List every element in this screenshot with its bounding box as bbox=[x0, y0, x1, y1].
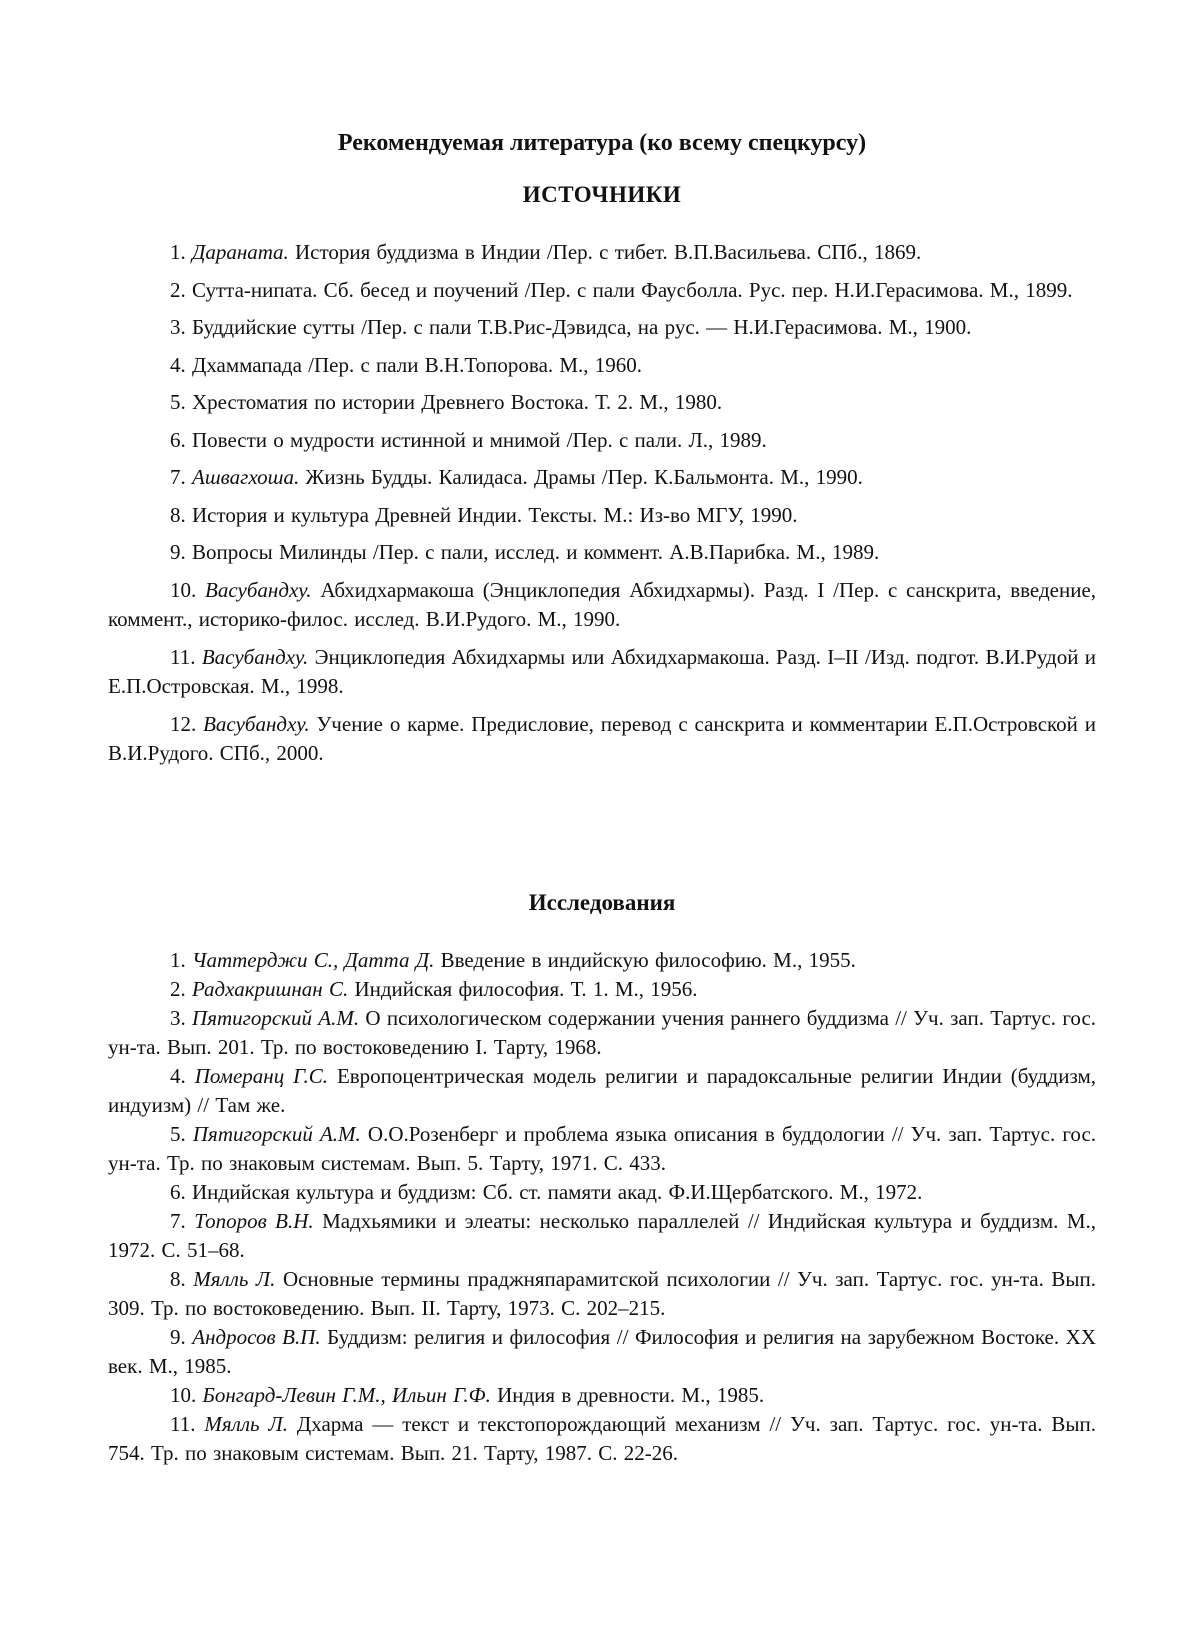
studies-entry bbox=[108, 1178, 1096, 1207]
entry-text: Буддийские сутты /Пер. с пали Т.В.Рис-Дэвидса, на рус. — Н.И.Герасимова. М., 1900. bbox=[192, 315, 972, 339]
sources-entry bbox=[108, 463, 1096, 493]
entry-number: 12. bbox=[170, 711, 197, 736]
entry-author: Мялль Л. bbox=[204, 1412, 288, 1436]
sources-entry bbox=[108, 388, 1096, 418]
sources-entry bbox=[108, 313, 1096, 343]
entry-text: Основные термины праджняпарамитской психологии // Уч. зап. Тартус. гос. ун-та. Вып. 309. Тр. по востоковедению. Вып. II. Тарту, 1973. С. 202–215. bbox=[108, 1267, 1097, 1320]
sources-entry bbox=[108, 538, 1096, 568]
entry-author: Мялль Л. bbox=[193, 1267, 276, 1291]
entry-author: Васубандху. bbox=[205, 577, 312, 602]
entry-text: Жизнь Будды. Калидаса. Драмы /Пер. К.Бальмонта. М., 1990. bbox=[305, 465, 863, 489]
entry-text: Энциклопедия Абхидхармы или Абхидхармакоша. Разд. I–II /Изд. подгот. В.И.Рудой и Е.П.Островская. М., 1998. bbox=[108, 644, 1096, 698]
entry-text: Хрестоматия по истории Древнего Востока. Т. 2. М., 1980. bbox=[192, 390, 723, 414]
entry-number: 1. bbox=[170, 948, 186, 972]
entry-number: 10. bbox=[170, 577, 197, 602]
entry-author: Чаттерджи С., Датта Д. bbox=[192, 948, 435, 972]
entry-author: Андросов В.П. bbox=[192, 1325, 321, 1349]
entry-text: Введение в индийскую философию. М., 1955. bbox=[440, 948, 856, 972]
studies-entry bbox=[108, 1410, 1096, 1468]
entry-text: История буддизма в Индии /Пер. с тибет. В.П.Васильева. СПб., 1869. bbox=[294, 240, 922, 264]
entry-author: Радхакришнан С. bbox=[192, 977, 349, 1001]
studies-entry bbox=[108, 1120, 1096, 1178]
entry-text: Повести о мудрости истинной и мнимой /Пер. с пали. Л., 1989. bbox=[192, 427, 767, 452]
entry-author: Пятигорский А.М. bbox=[192, 1006, 360, 1030]
studies-entry bbox=[108, 1265, 1096, 1323]
entry-number: 4. bbox=[170, 352, 186, 377]
studies-list bbox=[108, 946, 1096, 1468]
entry-number: 2. bbox=[170, 277, 186, 302]
studies-entry bbox=[108, 1323, 1096, 1381]
entry-author: Васубандху. bbox=[201, 644, 309, 669]
sources-entry bbox=[108, 351, 1096, 381]
entry-text: Индия в древности. М., 1985. bbox=[497, 1383, 765, 1407]
entry-text: Учение о карме. Предисловие, перевод с санскрита и комментарии Е.П.Островской и В.И.Рудого. СПб., 2000. bbox=[108, 711, 1097, 765]
entry-text: История и культура Древней Индии. Тексты. М.: Из-во МГУ, 1990. bbox=[192, 502, 798, 527]
entry-number: 9. bbox=[170, 540, 186, 564]
entry-number: 6. bbox=[170, 1180, 186, 1204]
studies-entry bbox=[108, 1004, 1096, 1062]
entry-text: Вопросы Милинды /Пер. с пали, исслед. и коммент. А.В.Парибка. М., 1989. bbox=[192, 540, 880, 564]
entry-author: Васубандху. bbox=[203, 711, 310, 736]
entry-number: 7. bbox=[170, 465, 186, 489]
entry-number: 7. bbox=[170, 1209, 186, 1233]
entry-author: Ашвагхоша. bbox=[192, 465, 300, 489]
entry-number: 3. bbox=[170, 1006, 186, 1030]
entry-number: 6. bbox=[170, 427, 186, 452]
entry-text: О.О.Розенберг и проблема языка описания в буддологии // Уч. зап. Тартус. гос. ун-та. Тр. по знаковым системам. Вып. 5. Тарту, 1971. С. 433. bbox=[108, 1122, 1097, 1175]
sources-entry bbox=[108, 238, 1096, 268]
entry-text: Дхаммапада /Пер. с пали В.Н.Топорова. М., 1960. bbox=[192, 352, 643, 377]
studies-entry bbox=[108, 1207, 1096, 1265]
entry-number: 5. bbox=[170, 390, 186, 414]
sources-list bbox=[108, 238, 1096, 777]
sources-entry bbox=[108, 710, 1096, 769]
entry-number: 11. bbox=[170, 644, 196, 669]
studies-entry bbox=[108, 946, 1096, 975]
sources-entry bbox=[108, 426, 1096, 456]
entry-number: 3. bbox=[170, 315, 186, 339]
entry-number: 4. bbox=[170, 1064, 186, 1088]
sources-heading: ИСТОЧНИКИ bbox=[522, 182, 682, 207]
studies-entry bbox=[108, 1381, 1096, 1410]
entry-author: Пятигорский А.М. bbox=[192, 1122, 361, 1146]
studies-entry bbox=[108, 975, 1096, 1004]
entry-text: Европоцентрическая модель религии и парадоксальные религии Индии (буддизм, индуизм) // Там же. bbox=[108, 1064, 1097, 1117]
entry-number: 8. bbox=[170, 1267, 186, 1291]
sources-entry bbox=[108, 276, 1096, 306]
entry-number: 11. bbox=[170, 1412, 196, 1436]
entry-text: Абхидхармакоша (Энциклопедия Абхидхармы). Разд. I /Пер. с санскрита, введение, коммент., историко-филос. исслед. В.И.Рудого. М., 1990. bbox=[108, 577, 1097, 631]
entry-text: Мадхьямики и элеаты: несколько параллелей // Индийская культура и буддизм. М., 1972. С. 51–68. bbox=[108, 1209, 1097, 1262]
entry-author: Померанц Г.С. bbox=[194, 1064, 328, 1088]
entry-number: 9. bbox=[170, 1325, 186, 1349]
studies-entry bbox=[108, 1062, 1096, 1120]
entry-text: Буддизм: религия и философия // Философия и религия на зарубежном Востоке. XX век. М., 1985. bbox=[108, 1325, 1096, 1378]
sources-entry bbox=[108, 643, 1096, 702]
entry-text: Индийская культура и буддизм: Сб. ст. памяти акад. Ф.И.Щербатского. М., 1972. bbox=[192, 1180, 923, 1204]
entry-number: 5. bbox=[170, 1122, 186, 1146]
entry-author: Даранатa. bbox=[192, 240, 289, 264]
page-title: Рекомендуемая литература (ко всему спецкурсу) bbox=[337, 130, 867, 156]
entry-text: Индийская философия. Т. 1. М., 1956. bbox=[354, 977, 698, 1001]
studies-heading: Исследования bbox=[528, 890, 676, 915]
entry-number: 1. bbox=[170, 240, 186, 264]
entry-number: 8. bbox=[170, 502, 186, 527]
sources-entry bbox=[108, 501, 1096, 531]
entry-text: О психологическом содержании учения раннего буддизма // Уч. зап. Тартус. гос. ун-та. Вып. 201. Тр. по востоковедению I. Тарту, 1968. bbox=[108, 1006, 1097, 1059]
entry-author: Бонгард-Левин Г.М., Ильин Г.Ф. bbox=[202, 1383, 491, 1407]
sources-entry bbox=[108, 576, 1096, 635]
entry-text: Сутта-нипата. Сб. бесед и поучений /Пер. с пали Фаусболла. Рус. пер. Н.И.Герасимова. М., 1899. bbox=[192, 277, 1073, 302]
entry-number: 2. bbox=[170, 977, 186, 1001]
entry-author: Топоров В.Н. bbox=[194, 1209, 314, 1233]
entry-number: 10. bbox=[170, 1383, 197, 1407]
entry-text: Дхарма — текст и текстопорождающий механизм // Уч. зап. Тартус. гос. ун-та. Вып. 754. Тр. по знаковым системам. Вып. 21. Тарту, 1987. С. 22-26. bbox=[108, 1412, 1097, 1465]
